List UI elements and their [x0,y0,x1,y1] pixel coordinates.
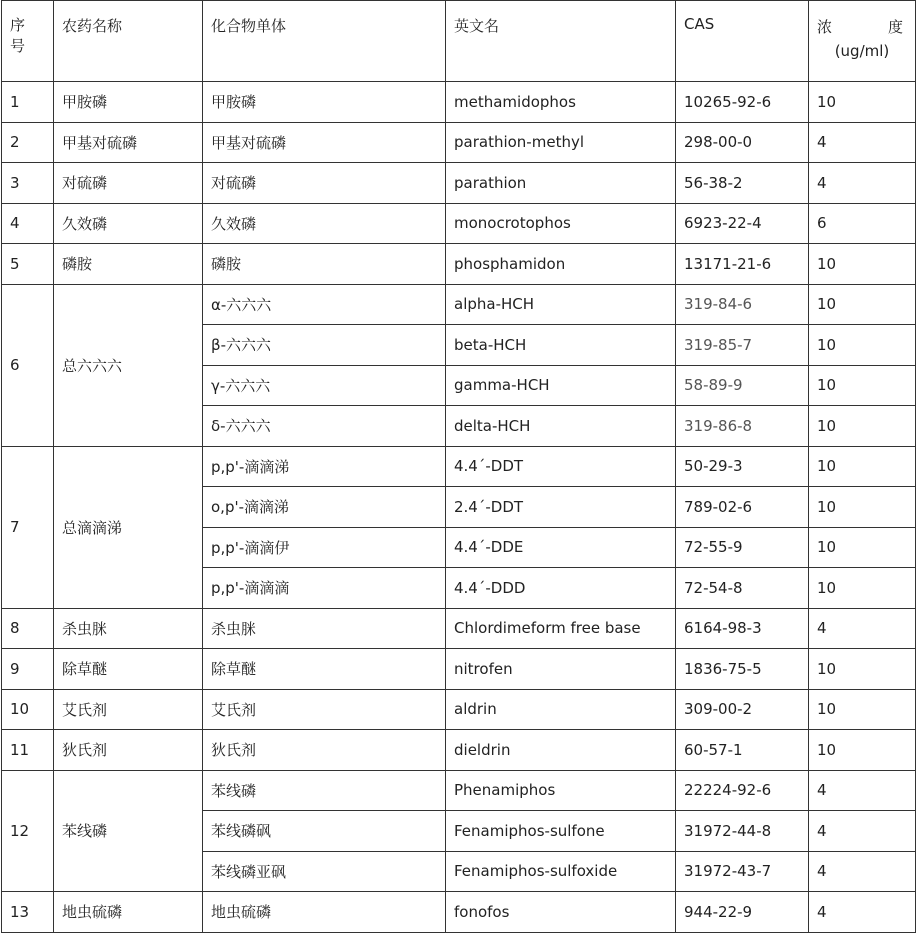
header-index-char-1: 序 [10,16,26,34]
cell-compound: 地虫硫磷 [203,892,446,933]
cell-concentration: 10 [809,487,916,528]
cell-compound: p,p'-滴滴伊 [203,527,446,568]
cell-english-name: delta-HCH [446,406,676,447]
cell-compound: 苯线磷砜 [203,811,446,852]
cell-index: 11 [2,730,54,771]
table-row [2,446,916,487]
cell-pesticide-name: 磷胺 [54,244,203,285]
cell-compound: 甲胺磷 [203,82,446,123]
cell-concentration: 6 [809,203,916,244]
cell-cas: 22224-92-6 [676,770,809,811]
cell-compound: 甲基对硫磷 [203,122,446,163]
cell-index: 7 [2,446,54,608]
table-row [2,82,916,123]
cell-cas: 56-38-2 [676,163,809,204]
cell-compound: 久效磷 [203,203,446,244]
cell-english-name: dieldrin [446,730,676,771]
cell-cas: 6164-98-3 [676,608,809,649]
cell-compound: 苯线磷 [203,770,446,811]
cell-index: 13 [2,892,54,933]
header-compound: 化合物单体 [203,1,446,82]
cell-cas: 298-00-0 [676,122,809,163]
table-row [2,689,916,730]
cell-cas: 6923-22-4 [676,203,809,244]
cell-english-name: 2.4´-DDT [446,487,676,528]
cell-concentration: 10 [809,365,916,406]
cell-english-name: fonofos [446,892,676,933]
cell-index: 6 [2,284,54,446]
cell-index: 10 [2,689,54,730]
cell-concentration: 10 [809,446,916,487]
cell-pesticide-name: 杀虫脒 [54,608,203,649]
table-row [2,203,916,244]
cell-cas: 31972-43-7 [676,851,809,892]
cell-cas: 10265-92-6 [676,82,809,123]
header-english-name: 英文名 [446,1,676,82]
table-row [2,649,916,690]
table-row [2,163,916,204]
cell-english-name: 4.4´-DDD [446,568,676,609]
cell-english-name: 4.4´-DDT [446,446,676,487]
cell-compound: 磷胺 [203,244,446,285]
cell-compound: 苯线磷亚砜 [203,851,446,892]
cell-compound: o,p'-滴滴涕 [203,487,446,528]
cell-english-name: alpha-HCH [446,284,676,325]
cell-index: 5 [2,244,54,285]
table-row [2,284,916,325]
cell-compound: δ-六六六 [203,406,446,447]
cell-pesticide-name: 对硫磷 [54,163,203,204]
cell-compound: β-六六六 [203,325,446,366]
cell-concentration: 4 [809,851,916,892]
cell-english-name: Fenamiphos-sulfone [446,811,676,852]
cell-pesticide-name: 久效磷 [54,203,203,244]
cell-english-name: gamma-HCH [446,365,676,406]
cell-pesticide-name: 地虫硫磷 [54,892,203,933]
header-concentration-word: 浓 度 [817,18,903,36]
cell-index: 9 [2,649,54,690]
cell-english-name: Fenamiphos-sulfoxide [446,851,676,892]
cell-english-name: nitrofen [446,649,676,690]
header-row [2,1,916,82]
cell-english-name: Chlordimeform free base [446,608,676,649]
header-concentration [809,1,916,82]
cell-compound: p,p'-滴滴滴 [203,568,446,609]
cell-english-name: aldrin [446,689,676,730]
cell-compound: 杀虫脒 [203,608,446,649]
cell-compound: p,p'-滴滴涕 [203,446,446,487]
cell-cas: 50-29-3 [676,446,809,487]
cell-cas: 319-85-7 [676,325,809,366]
cell-pesticide-name: 除草醚 [54,649,203,690]
cell-index: 1 [2,82,54,123]
cell-concentration: 10 [809,527,916,568]
cell-cas: 789-02-6 [676,487,809,528]
header-index-char-2: 号 [10,37,26,55]
cell-index: 12 [2,770,54,892]
cell-pesticide-name: 狄氏剂 [54,730,203,771]
header-concentration-unit: (ug/ml) [834,42,890,60]
cell-cas: 58-89-9 [676,365,809,406]
table-row [2,244,916,285]
cell-compound: γ-六六六 [203,365,446,406]
cell-concentration: 4 [809,770,916,811]
cell-english-name: 4.4´-DDE [446,527,676,568]
cell-compound: 除草醚 [203,649,446,690]
cell-index: 3 [2,163,54,204]
cell-pesticide-name: 甲基对硫磷 [54,122,203,163]
cell-concentration: 4 [809,122,916,163]
cell-cas: 72-54-8 [676,568,809,609]
cell-concentration: 4 [809,892,916,933]
cell-compound: 艾氏剂 [203,689,446,730]
pesticide-table [1,0,916,933]
cell-concentration: 4 [809,811,916,852]
cell-pesticide-name: 甲胺磷 [54,82,203,123]
table-row [2,770,916,811]
cell-pesticide-name: 艾氏剂 [54,689,203,730]
cell-concentration: 10 [809,82,916,123]
cell-english-name: phosphamidon [446,244,676,285]
cell-cas: 944-22-9 [676,892,809,933]
cell-english-name: parathion-methyl [446,122,676,163]
cell-english-name: monocrotophos [446,203,676,244]
cell-cas: 309-00-2 [676,689,809,730]
cell-concentration: 10 [809,730,916,771]
cell-cas: 31972-44-8 [676,811,809,852]
cell-concentration: 10 [809,568,916,609]
cell-concentration: 10 [809,649,916,690]
cell-index: 8 [2,608,54,649]
cell-concentration: 10 [809,689,916,730]
cell-concentration: 10 [809,244,916,285]
cell-concentration: 10 [809,325,916,366]
cell-cas: 319-86-8 [676,406,809,447]
cell-cas: 72-55-9 [676,527,809,568]
cell-concentration: 10 [809,284,916,325]
cell-compound: 狄氏剂 [203,730,446,771]
header-pesticide-name: 农药名称 [54,1,203,82]
cell-cas: 1836-75-5 [676,649,809,690]
header-index [2,1,54,82]
cell-cas: 60-57-1 [676,730,809,771]
cell-english-name: Phenamiphos [446,770,676,811]
cell-concentration: 10 [809,406,916,447]
cell-cas: 319-84-6 [676,284,809,325]
cell-english-name: parathion [446,163,676,204]
cell-index: 4 [2,203,54,244]
table-row [2,122,916,163]
table-row [2,892,916,933]
cell-compound: α-六六六 [203,284,446,325]
cell-concentration: 4 [809,608,916,649]
cell-english-name: beta-HCH [446,325,676,366]
cell-english-name: methamidophos [446,82,676,123]
table-row [2,730,916,771]
cell-pesticide-name: 苯线磷 [54,770,203,892]
cell-compound: 对硫磷 [203,163,446,204]
cell-pesticide-name: 总六六六 [54,284,203,446]
cell-index: 2 [2,122,54,163]
cell-pesticide-name: 总滴滴涕 [54,446,203,608]
cell-cas: 13171-21-6 [676,244,809,285]
header-cas: CAS [676,1,809,82]
cell-concentration: 4 [809,163,916,204]
table-row [2,608,916,649]
